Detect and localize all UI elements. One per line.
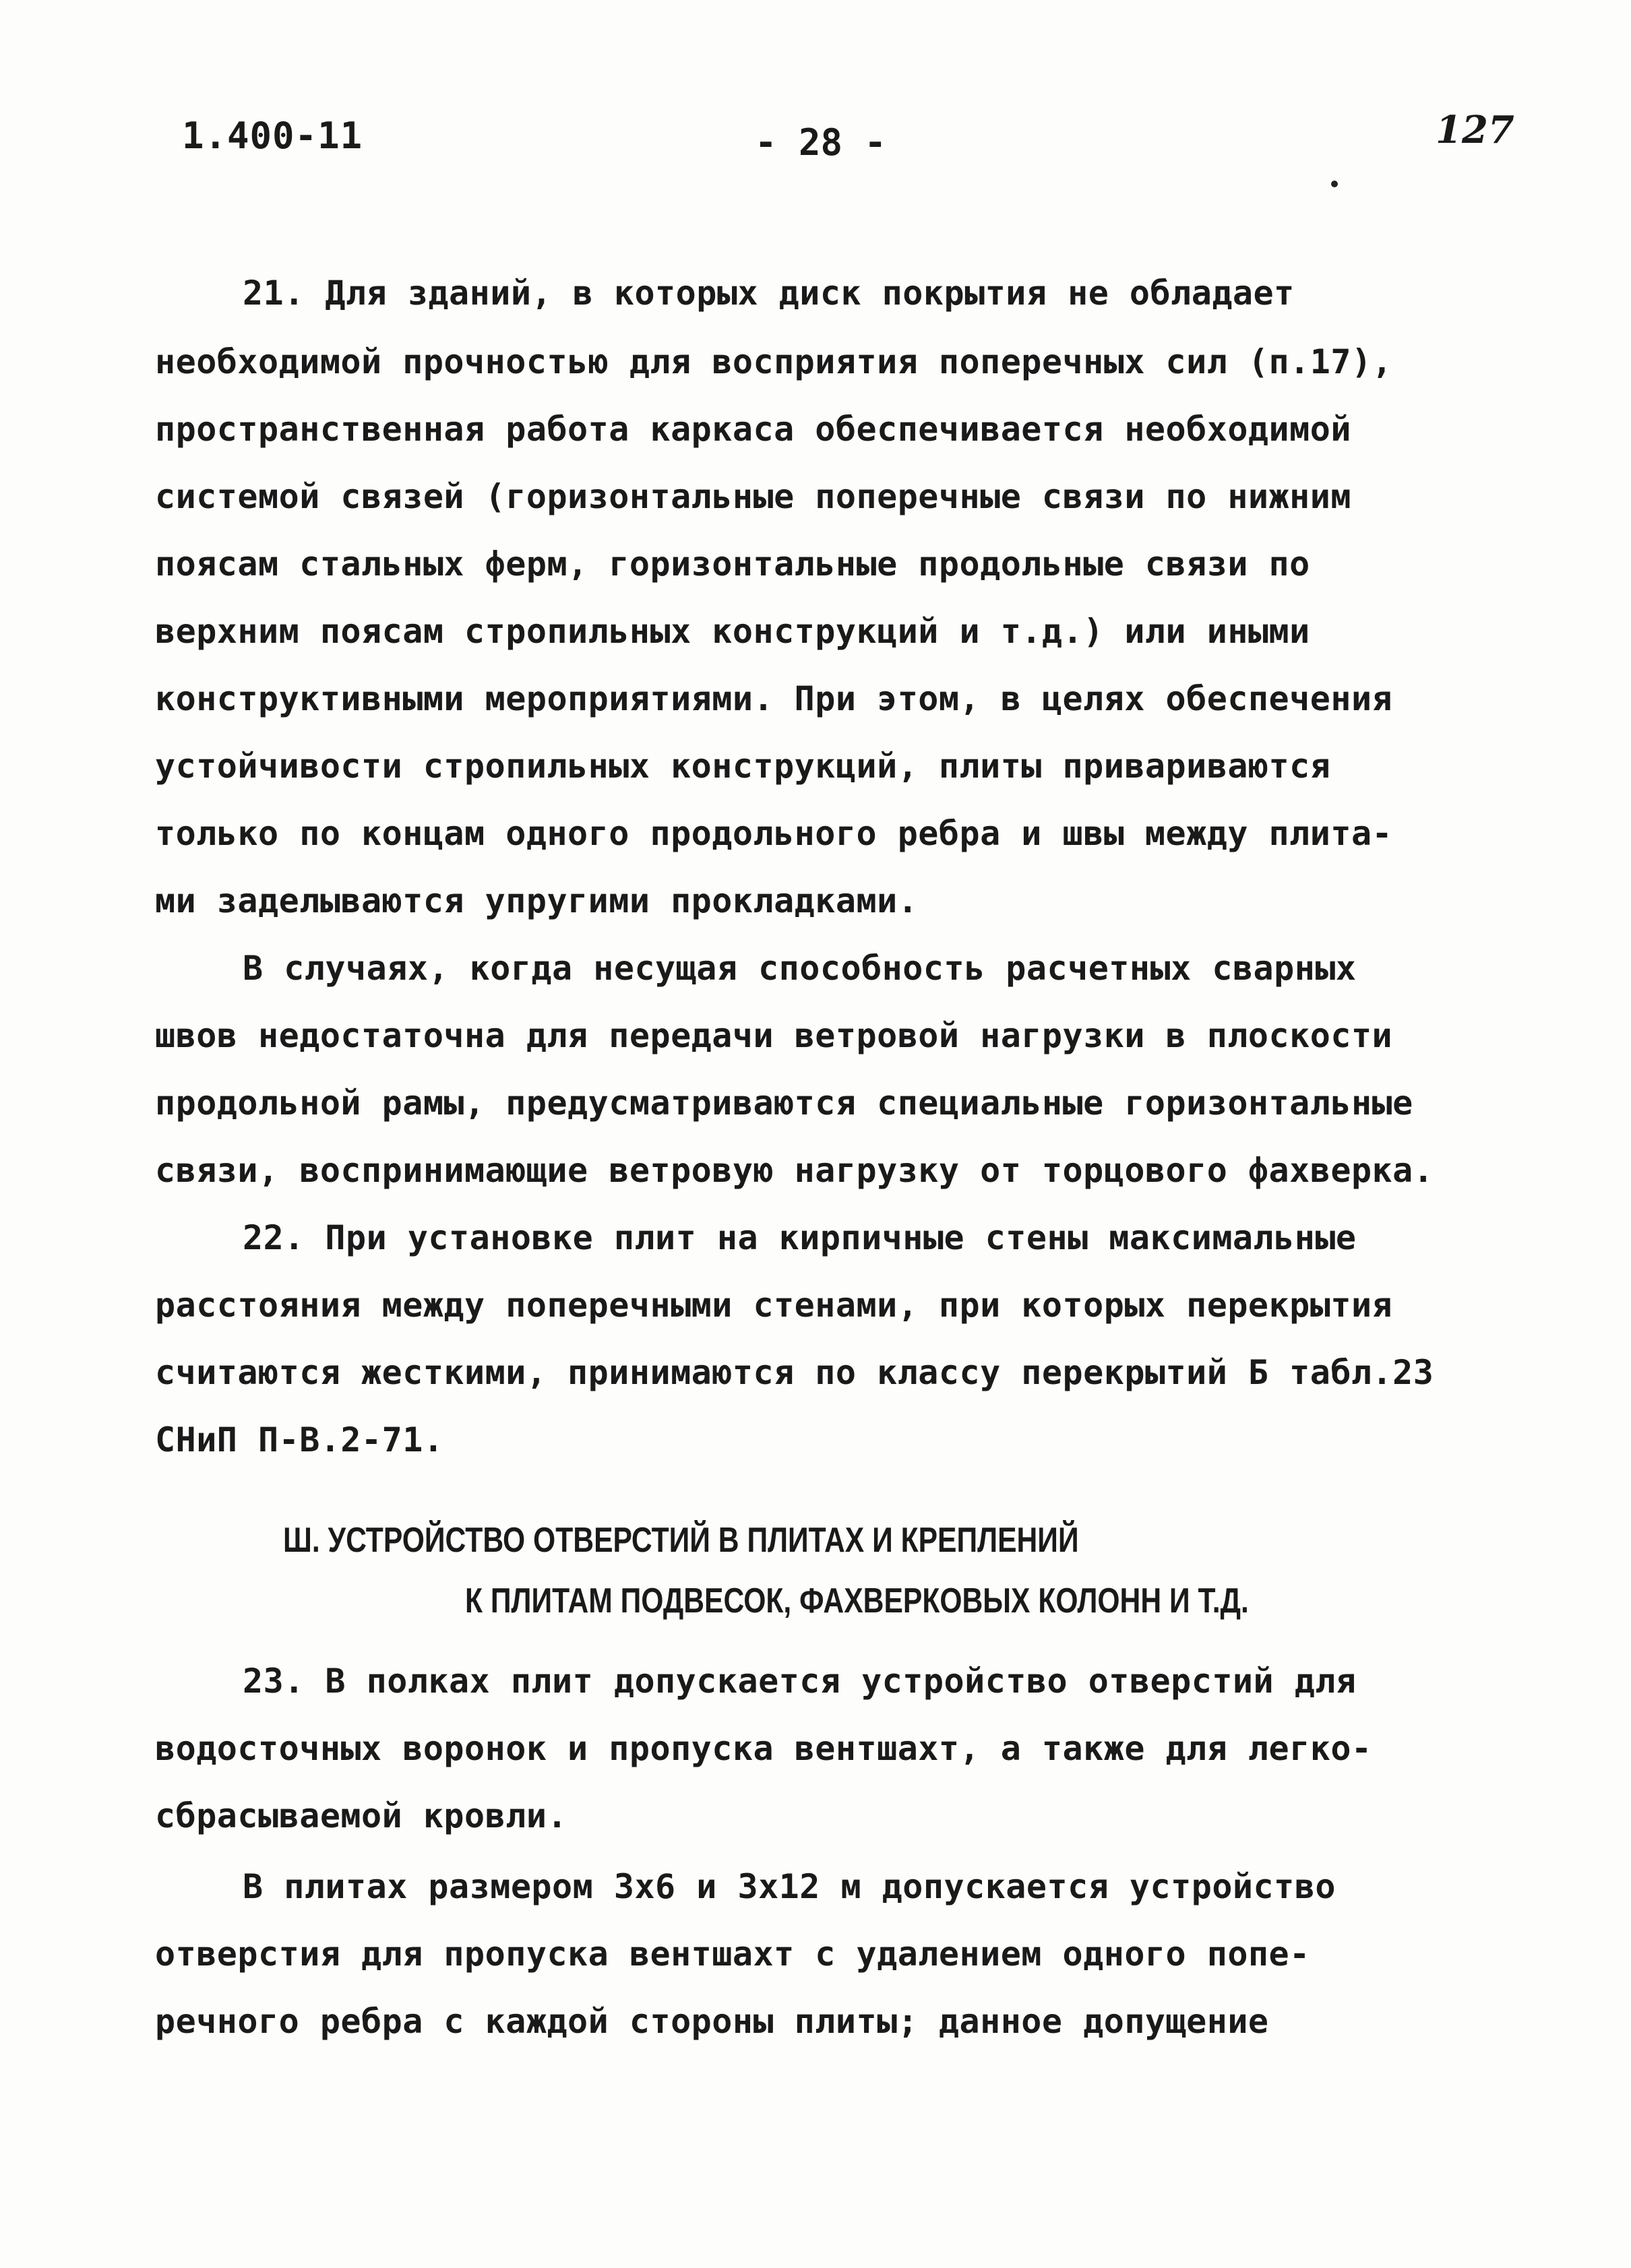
text-line: необходимой прочностью для восприятия поперечных сил (п.17), [155, 342, 1393, 381]
text-line: поясам стальных ферм, горизонтальные продольные связи по [155, 544, 1310, 584]
text-line: расстояния между поперечными стенами, при которых перекрытия [155, 1286, 1393, 1325]
text-line: СНиП П-В.2-71. [155, 1420, 444, 1459]
text-line: 22. При установке плит на кирпичные стены максимальные [243, 1218, 1357, 1257]
text-line: только по концам одного продольного ребра и швы между плита- [155, 814, 1393, 853]
text-line: устойчивости стропильных конструкций, плиты привариваются [155, 747, 1331, 786]
section-heading-line-2: К ПЛИТАМ ПОДВЕСОК, ФАХВЕРКОВЫХ КОЛОНН И Т.Д. [465, 1581, 1249, 1620]
text-line: речного ребра с каждой стороны плиты; данное допущение [155, 2002, 1269, 2041]
text-line: продольной рамы, предусматриваются специальные горизонтальные [155, 1083, 1413, 1123]
text-line: 23. В полках плит допускается устройство отверстий для [243, 1662, 1357, 1701]
text-line: связи, воспринимающие ветровую нагрузку от торцового фахверка. [155, 1151, 1434, 1190]
text-line: отверстия для пропуска вентшахт с удалением одного попе- [155, 1934, 1310, 1974]
handwritten-sheet-number: 127 [1436, 108, 1514, 152]
text-line: ми заделываются упругими прокладками. [155, 881, 919, 920]
text-line: 21. Для зданий, в которых диск покрытия не обладает [243, 274, 1295, 313]
text-line: водосточных воронок и пропуска вентшахт, а также для легко- [155, 1729, 1372, 1768]
text-line: В плитах размером 3х6 и 3х12 м допускается устройство [243, 1867, 1336, 1906]
text-line: считаются жесткими, принимаются по классу перекрытий Б табл.23 [155, 1353, 1434, 1392]
section-heading-line-1: Ш. УСТРОЙСТВО ОТВЕРСТИЙ В ПЛИТАХ И КРЕПЛЕНИЙ [283, 1521, 1079, 1560]
scan-speck [1331, 181, 1338, 187]
text-line: пространственная работа каркаса обеспечивается необходимой [155, 410, 1351, 449]
text-line: сбрасываемой кровли. [155, 1796, 568, 1835]
text-line: системой связей (горизонтальные поперечные связи по нижним [155, 477, 1351, 516]
text-line: верхним поясам стропильных конструкций и т.д.) или иными [155, 612, 1310, 651]
text-line: В случаях, когда несущая способность расчетных сварных [243, 949, 1357, 988]
text-line: швов недостаточна для передачи ветровой нагрузки в плоскости [155, 1016, 1393, 1055]
text-line: конструктивными мероприятиями. При этом, в целях обеспечения [155, 679, 1393, 718]
document-code: 1.400-11 [182, 115, 363, 157]
page-number: - 28 - [755, 121, 887, 164]
